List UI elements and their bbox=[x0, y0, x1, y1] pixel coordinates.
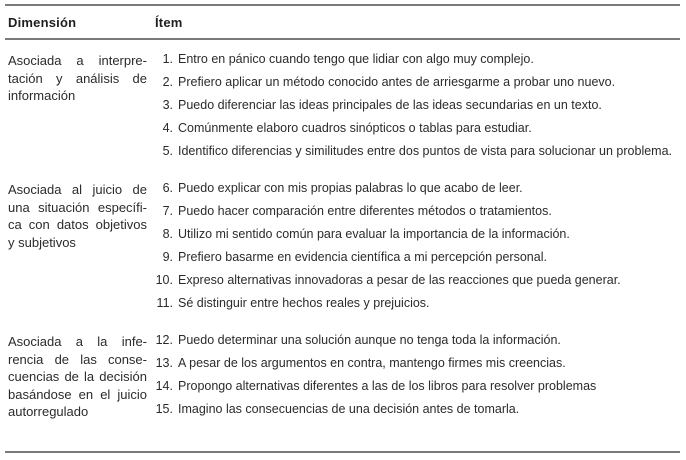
item-number: 15. bbox=[155, 402, 173, 416]
item-number: 7. bbox=[162, 204, 173, 218]
item-number: 2. bbox=[162, 75, 173, 89]
item-text: Prefiero aplicar un método conocido antes de arriesgarme a probar uno nuevo. bbox=[178, 75, 616, 89]
items-cell bbox=[155, 181, 680, 319]
table-row-group bbox=[5, 181, 680, 319]
table-row-group bbox=[5, 52, 680, 167]
item-text: Utilizo mi sentido común para evaluar la importancia de la información. bbox=[178, 227, 570, 241]
dimension-line: una situación específi- bbox=[8, 199, 147, 215]
item-row bbox=[155, 204, 680, 218]
item-number: 6. bbox=[162, 181, 173, 195]
item-text: Sé distinguir entre hechos reales y prejuicios. bbox=[178, 296, 430, 310]
item-text: Propongo alternativas diferentes a las de los libros para resolver problemas bbox=[178, 379, 597, 393]
item-text: Comúnmente elaboro cuadros sinópticos o tablas para estudiar. bbox=[178, 121, 532, 135]
items-cell bbox=[155, 333, 680, 425]
item-text: Puedo hacer comparación entre diferentes métodos o tratamientos. bbox=[178, 204, 552, 218]
column-header-item: Ítem bbox=[155, 15, 183, 30]
item-text: Prefiero basarme en evidencia científica a mi percepción personal. bbox=[178, 250, 547, 264]
item-row bbox=[155, 402, 680, 416]
item-number: 9. bbox=[162, 250, 173, 264]
item-text: A pesar de los argumentos en contra, mantengo firmes mis creencias. bbox=[178, 356, 566, 370]
dimension-line: información bbox=[8, 88, 76, 103]
dimension-line: tación y análisis de bbox=[8, 70, 147, 86]
items-cell bbox=[155, 52, 680, 167]
item-number: 14. bbox=[155, 379, 173, 393]
item-text: Puedo determinar una solución aunque no tenga toda la información. bbox=[178, 333, 561, 347]
item-text: Expreso alternativas innovadoras a pesar de las reacciones que pueda generar. bbox=[178, 273, 621, 287]
item-number: 1. bbox=[162, 52, 173, 66]
item-text: Puedo diferenciar las ideas principales de las ideas secundarias en un texto. bbox=[178, 98, 602, 112]
item-row bbox=[155, 250, 680, 264]
item-number: 11. bbox=[156, 296, 173, 310]
dimension-line: autorregulado bbox=[8, 404, 89, 419]
item-number: 12. bbox=[155, 333, 173, 347]
item-row bbox=[155, 98, 680, 112]
item-row bbox=[155, 144, 680, 158]
dimension-line: rencia de las conse- bbox=[8, 351, 147, 367]
dimension-cell bbox=[5, 181, 155, 319]
dimension-cell bbox=[5, 52, 155, 167]
item-text: Entro en pánico cuando tengo que lidiar con algo muy complejo. bbox=[178, 52, 534, 66]
item-number: 4. bbox=[162, 121, 173, 135]
item-row bbox=[155, 379, 680, 393]
item-row bbox=[155, 356, 680, 370]
dimension-line: basándose en el juicio bbox=[8, 386, 147, 402]
item-text: Puedo explicar con mis propias palabras lo que acabo de leer. bbox=[178, 181, 523, 195]
item-row bbox=[155, 121, 680, 135]
item-text: Imagino las consecuencias de una decisión antes de tomarla. bbox=[178, 402, 520, 416]
column-header-dimension: Dimensión bbox=[8, 15, 77, 30]
item-number: 13. bbox=[155, 356, 173, 370]
dimension-cell bbox=[5, 333, 155, 425]
item-row bbox=[155, 296, 680, 310]
table-body bbox=[5, 40, 680, 451]
item-number: 3. bbox=[162, 98, 173, 112]
item-number: 5. bbox=[162, 144, 173, 158]
dimension-line: Asociada a la infe- bbox=[8, 334, 147, 349]
table-header-row bbox=[5, 6, 680, 38]
table-row-group bbox=[5, 333, 680, 425]
dimension-line: cuencias de la decisión bbox=[8, 369, 147, 384]
item-row bbox=[155, 181, 680, 195]
dimension-line: Asociada al juicio de bbox=[8, 182, 147, 197]
item-row bbox=[155, 333, 680, 347]
item-text: Identifico diferencias y similitudes entre dos puntos de vista para solucionar un problema. bbox=[178, 144, 673, 158]
dimension-line: Asociada a interpre- bbox=[8, 53, 147, 68]
item-number: 8. bbox=[162, 227, 173, 241]
dimension-line: ca con datos objetivos bbox=[8, 217, 147, 232]
item-row bbox=[155, 227, 680, 241]
item-number: 10. bbox=[155, 273, 173, 287]
table-bottom-rule bbox=[5, 451, 680, 453]
item-row bbox=[155, 52, 680, 66]
dimension-line: y subjetivos bbox=[8, 234, 76, 250]
item-row bbox=[155, 273, 680, 287]
item-row bbox=[155, 75, 680, 89]
